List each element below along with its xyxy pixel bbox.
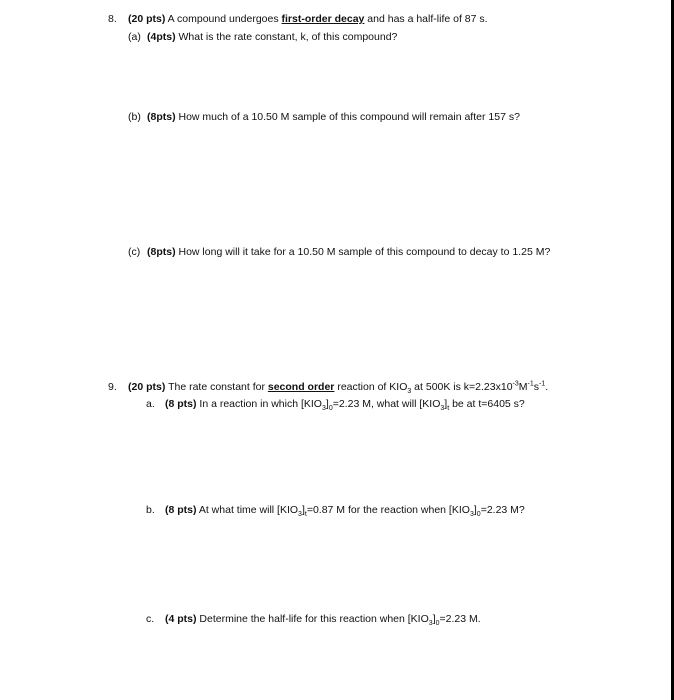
question-number: 9. <box>108 381 117 393</box>
points: (4pts) <box>147 31 176 43</box>
emphasis: first-order decay <box>281 13 365 25</box>
part-label: b. <box>146 504 155 516</box>
question-9b: b. (8 pts) At what time will $[KIO_3]_t=0.87$ M for the reaction when $[KIO_3]_0=2.23$ M? <box>146 504 525 519</box>
points: (8pts) <box>147 246 176 258</box>
part-label: (c) <box>128 246 141 258</box>
part-label: (b) <box>128 111 141 123</box>
points: (4 pts) <box>165 613 197 625</box>
question-9c: c. (4 pts) Determine the half-life for this reaction when $[KIO_3]_0=2.23$ M. <box>146 613 481 628</box>
emphasis: second order <box>267 381 335 393</box>
question-9a: a. (8 pts) In a reaction in which $[KIO_3]_0=2.23$ M, what will $[KIO_3]_t$ be at t=6405 s? <box>146 398 525 413</box>
points: (8 pts) <box>165 398 197 410</box>
question-8c: (c) (8pts) How long will it take for a 10.50 M sample of this compound to decay to 1.25 M? <box>128 246 551 258</box>
question-8a: (a) (4pts) What is the rate constant, k, of this compound? <box>128 31 398 43</box>
question-number: 8. <box>108 13 117 25</box>
part-label: (a) <box>128 31 141 43</box>
points: (20 pts) <box>128 381 166 393</box>
question-8b: (b) (8pts) How much of a 10.50 M sample of this compound will remain after 157 s? <box>128 111 520 123</box>
question-8-header: 8. (20 pts) A compound undergoes first-order decay and has a half-life of 87 s. <box>108 13 488 25</box>
points: (8 pts) <box>165 504 197 516</box>
points: (8pts) <box>147 111 176 123</box>
question-9-header: 9. (20 pts) The rate constant for second order reaction of $KIO_3$ at 500K is $k=2.23x10^{-3}M^{-1}s^{-1}$. <box>108 380 549 396</box>
part-label: a. <box>146 398 155 410</box>
part-label: c. <box>146 613 155 625</box>
points: (20 pts) <box>128 13 166 25</box>
